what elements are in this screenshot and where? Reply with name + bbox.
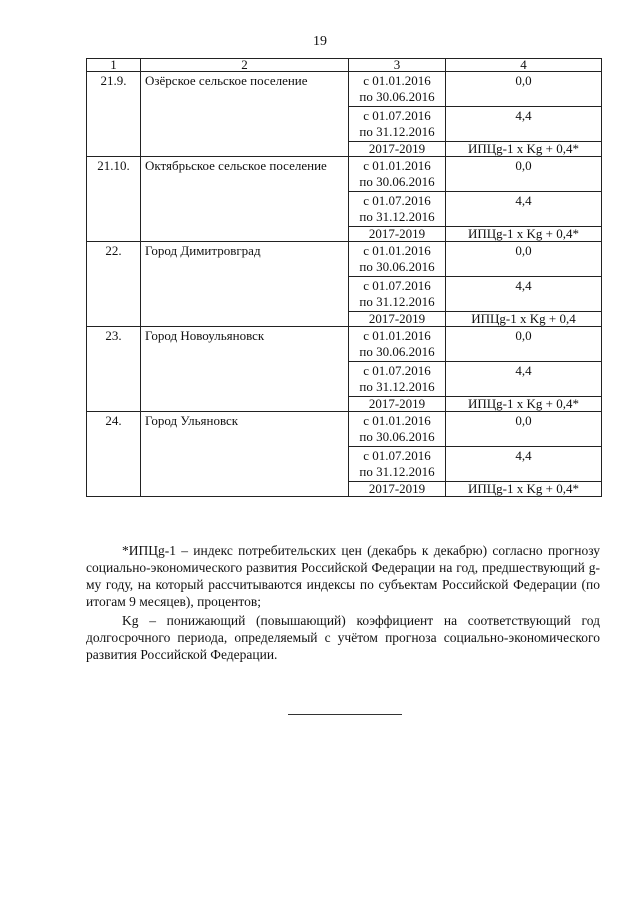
row-number: 24. (87, 412, 141, 497)
index-value-cell: 0,0 (446, 72, 602, 107)
row-number: 22. (87, 242, 141, 327)
period-cell: с 01.01.2016 по 30.06.2016 (349, 412, 446, 447)
period-cell: с 01.01.2016 по 30.06.2016 (349, 157, 446, 192)
municipality-name: Город Новоульяновск (141, 327, 349, 412)
table-row (87, 157, 602, 192)
period-cell: 2017-2019 (349, 227, 446, 242)
column-header-1: 1 (87, 59, 141, 72)
row-number: 21.9. (87, 72, 141, 157)
period-cell: с 01.01.2016 по 30.06.2016 (349, 242, 446, 277)
index-value-cell: 4,4 (446, 192, 602, 227)
municipality-name: Город Димитровград (141, 242, 349, 327)
column-header-4: 4 (446, 59, 602, 72)
index-value-cell: 4,4 (446, 362, 602, 397)
period-cell: 2017-2019 (349, 312, 446, 327)
index-value-cell: 0,0 (446, 327, 602, 362)
row-number: 23. (87, 327, 141, 412)
table-body (87, 72, 602, 497)
page-number: 19 (313, 34, 327, 49)
period-cell: с 01.07.2016 по 31.12.2016 (349, 107, 446, 142)
column-header-3: 3 (349, 59, 446, 72)
period-cell: 2017-2019 (349, 482, 446, 497)
period-cell: с 01.01.2016 по 30.06.2016 (349, 72, 446, 107)
period-cell: 2017-2019 (349, 397, 446, 412)
index-value-cell: 0,0 (446, 242, 602, 277)
row-number: 21.10. (87, 157, 141, 242)
index-value-cell: ИПЦg-1 x Kg + 0,4* (446, 227, 602, 242)
index-value-cell: 4,4 (446, 277, 602, 312)
table-row (87, 72, 602, 107)
index-value-cell: 0,0 (446, 157, 602, 192)
index-value-cell: 4,4 (446, 447, 602, 482)
municipality-name: Озёрское сельское поселение (141, 72, 349, 157)
footnote-paragraph: *ИПЦg-1 – индекс потребительских цен (декабрь к декабрю) согласно прогнозу социально-экономического развития Российской Федерации на год, предшествующий g-му году, на который рассчитываются индексы по субъектам Российской Федерации (по итогам 9 месяцев), процентов; (86, 543, 600, 609)
period-cell: с 01.01.2016 по 30.06.2016 (349, 327, 446, 362)
period-cell: 2017-2019 (349, 142, 446, 157)
closing-divider-line (288, 714, 402, 715)
index-value-cell: 0,0 (446, 412, 602, 447)
period-cell: с 01.07.2016 по 31.12.2016 (349, 447, 446, 482)
index-value-cell: ИПЦg-1 x Kg + 0,4* (446, 482, 602, 497)
table-row (87, 412, 602, 447)
tariff-table (86, 58, 602, 497)
index-value-cell: ИПЦg-1 x Kg + 0,4* (446, 142, 602, 157)
period-cell: с 01.07.2016 по 31.12.2016 (349, 362, 446, 397)
period-cell: с 01.07.2016 по 31.12.2016 (349, 277, 446, 312)
table-row (87, 327, 602, 362)
table-header-row (87, 59, 602, 72)
municipality-name: Октябрьское сельское поселение (141, 157, 349, 242)
index-value-cell: ИПЦg-1 x Kg + 0,4* (446, 397, 602, 412)
municipality-name: Город Ульяновск (141, 412, 349, 497)
column-header-2: 2 (141, 59, 349, 72)
index-value-cell: 4,4 (446, 107, 602, 142)
footnote-paragraph: Kg – понижающий (повышающий) коэффициент на соответствующий год долгосрочного периода, определяемый с учётом прогноза социально-экономического развития Российской Федерации. (86, 613, 600, 662)
period-cell: с 01.07.2016 по 31.12.2016 (349, 192, 446, 227)
table-row (87, 242, 602, 277)
index-value-cell: ИПЦg-1 x Kg + 0,4 (446, 312, 602, 327)
footnotes (86, 542, 600, 665)
